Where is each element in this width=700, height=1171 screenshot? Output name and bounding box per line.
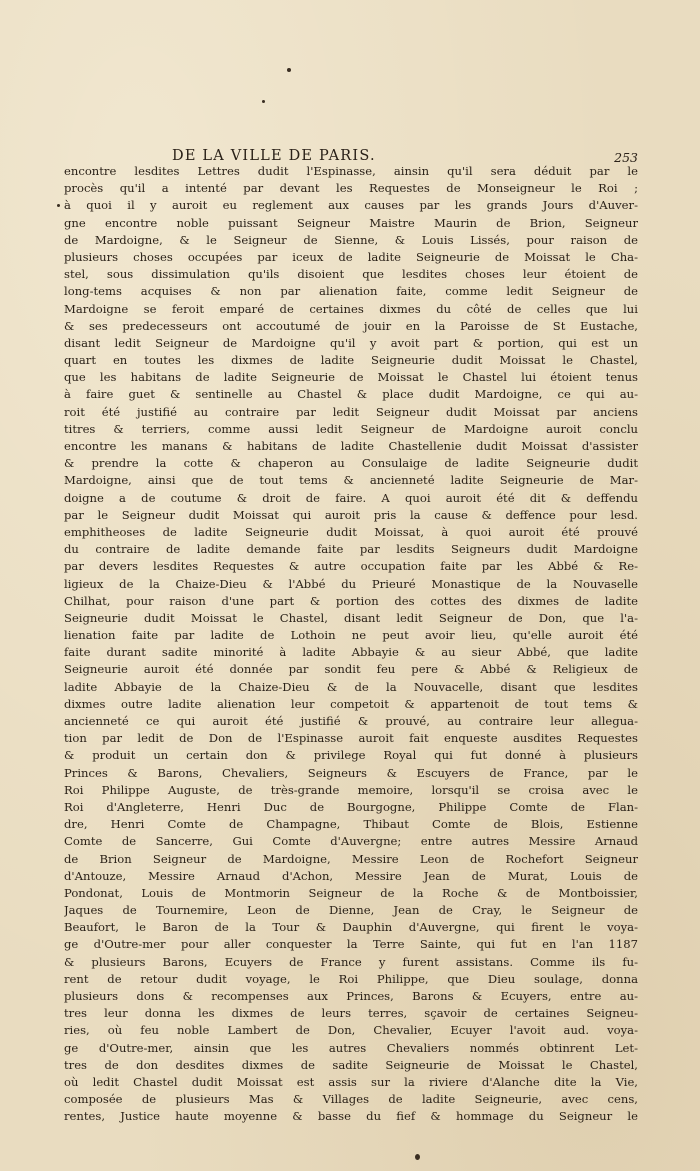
body-text <box>64 163 638 1126</box>
text-line: & ses predecesseurs ont accoutumé de jouir en la Paroisse de St Eustache, <box>64 318 638 333</box>
text-line: Jaques de Tournemire, Leon de Dienne, Jean de Cray, le Seigneur de <box>64 903 638 918</box>
text-line: rent de retour dudit voyage, le Roi Philippe, que Dieu soulage, donna <box>64 971 638 986</box>
text-line: du contraire de ladite demande faite par lesdits Seigneurs dudit Mardoigne <box>64 542 638 557</box>
text-line: tion par ledit de Don de l'Espinasse auroit fait enqueste ausdites Requestes <box>64 731 638 746</box>
text-line: de Mardoigne, & le Seigneur de Sienne, & Louis Lissés, pour raison de <box>64 232 638 247</box>
ink-speck <box>57 204 60 207</box>
text-line: & prendre la cotte & chaperon au Consulaige de ladite Seigneurie dudit <box>64 456 638 471</box>
text-line: à quoi il y auroit eu reglement aux causes par les grands Jours d'Auver- <box>64 198 638 213</box>
text-line: que les habitans de ladite Seigneurie de Moissat le Chastel lui étoient tenus <box>64 370 638 385</box>
text-line: Roi Philippe Auguste, de très-grande memoire, lorsqu'il se croisa avec le <box>64 782 638 797</box>
text-line: disant ledit Seigneur de Mardoigne qu'il y avoit part & portion, qui est un <box>64 335 638 350</box>
ink-speck <box>415 1154 420 1160</box>
text-line: tres leur donna les dixmes de leurs terres, sçavoir de certaines Seigneu- <box>64 1006 638 1021</box>
text-line: ligieux de la Chaize-Dieu & l'Abbé du Prieuré Monastique de la Nouvaselle <box>64 576 638 591</box>
text-line: tres de don desdites dixmes de sadite Seigneurie de Moissat le Chastel, <box>64 1057 638 1072</box>
text-line: long-tems acquises & non par alienation faite, comme ledit Seigneur de <box>64 284 638 299</box>
text-line: où ledit Chastel dudit Moissat est assis sur la riviere d'Alanche dite la Vie, <box>64 1074 638 1089</box>
text-line: ge d'Outre-mer, ainsin que les autres Chevaliers nommés obtinrent Let- <box>64 1040 638 1055</box>
text-line: composée de plusieurs Mas & Villages de ladite Seigneurie, avec cens, <box>64 1092 638 1107</box>
text-line: Roi d'Angleterre, Henri Duc de Bourgogne, Philippe Comte de Flan- <box>64 799 638 814</box>
text-line: lienation faite par ladite de Lothoin ne peut avoir lieu, qu'elle auroit été <box>64 628 638 643</box>
text-line: de Brion Seigneur de Mardoigne, Messire Leon de Rochefort Seigneur <box>64 851 638 866</box>
text-line: à faire guet & sentinelle au Chastel & place dudit Mardoigne, ce qui au- <box>64 387 638 402</box>
text-line: ries, où feu noble Lambert de Don, Chevalier, Ecuyer l'avoit aud. voya- <box>64 1023 638 1038</box>
text-line: Seigneurie dudit Moissat le Chastel, disant ledit Seigneur de Don, que l'a- <box>64 610 638 625</box>
text-line: titres & terriers, comme aussi ledit Seigneur de Mardoigne auroit conclu <box>64 421 638 436</box>
text-line: par devers lesdites Requestes & autre occupation faite par les Abbé & Re- <box>64 559 638 574</box>
text-line: Chilhat, pour raison d'une part & portion des cottes des dixmes de ladite <box>64 593 638 608</box>
text-line: plusieurs choses occupées par iceux de ladite Seigneurie de Moissat le Cha- <box>64 249 638 264</box>
text-line: & produit un certain don & privilege Royal qui fut donné à plusieurs <box>64 748 638 763</box>
text-line: ladite Abbayie de la Chaize-Dieu & de la Nouvacelle, disant que lesdites <box>64 679 638 694</box>
text-line: Seigneurie auroit été donnée par sondit feu pere & Abbé & Religieux de <box>64 662 638 677</box>
text-line: d'Antouze, Messire Arnaud d'Achon, Messire Jean de Murat, Louis de <box>64 868 638 883</box>
text-line: procès qu'il a intenté par devant les Requestes de Monseigneur le Roi ; <box>64 181 638 196</box>
ink-speck <box>262 100 265 103</box>
text-line: par le Seigneur dudit Moissat qui auroit pris la cause & deffence pour lesd. <box>64 507 638 522</box>
text-line: dixmes outre ladite alienation leur competoit & appartenoit de tout tems & <box>64 696 638 711</box>
text-line: faite durant sadite minorité à ladite Abbayie & au sieur Abbé, que ladite <box>64 645 638 660</box>
text-line: Pondonat, Louis de Montmorin Seigneur de la Roche & de Montboissier, <box>64 885 638 900</box>
text-line: encontre les manans & habitans de ladite Chastellenie dudit Moissat d'assister <box>64 439 638 453</box>
text-line: dre, Henri Comte de Champagne, Thibaut Comte de Blois, Estienne <box>64 817 638 832</box>
text-line: stel, sous dissimulation qu'ils disoient que lesdites choses leur étoient de <box>64 267 638 282</box>
text-line: rentes, Justice haute moyenne & basse du fief & hommage du Seigneur le <box>64 1109 638 1124</box>
text-line: Mardoigne se feroit emparé de certaines dixmes du côté de celles que lui <box>64 301 638 316</box>
running-title: DE LA VILLE DE PARIS. <box>172 148 376 164</box>
text-line: emphitheoses de ladite Seigneurie dudit Moissat, à quoi auroit été prouvé <box>64 524 638 539</box>
text-line: encontre lesdites Lettres dudit l'Espinasse, ainsin qu'il sera déduit par le <box>64 164 638 178</box>
text-line: quart en toutes les dixmes de ladite Seigneurie dudit Moissat le Chastel, <box>64 353 638 368</box>
text-line: Princes & Barons, Chevaliers, Seigneurs & Escuyers de France, par le <box>64 765 638 780</box>
text-line: Beaufort, le Baron de la Tour & Dauphin d'Auvergne, qui firent le voya- <box>64 920 638 935</box>
text-line: Mardoigne, ainsi que de tout tems & ancienneté ladite Seigneurie de Mar- <box>64 473 638 488</box>
text-line: plusieurs dons & recompenses aux Princes, Barons & Ecuyers, entre au- <box>64 989 638 1003</box>
ink-speck <box>287 68 291 72</box>
text-line: ancienneté ce qui auroit été justifié & prouvé, au contraire leur allegua- <box>64 714 638 728</box>
text-line: & plusieurs Barons, Ecuyers de France y furent assistans. Comme ils fu- <box>64 954 638 969</box>
page-number: 253 <box>614 150 638 165</box>
text-line: gne encontre noble puissant Seigneur Maistre Maurin de Brion, Seigneur <box>64 215 638 230</box>
text-line: roit été justifié au contraire par ledit Seigneur dudit Moissat par anciens <box>64 404 638 419</box>
text-line: Comte de Sancerre, Gui Comte d'Auvergne; entre autres Messire Arnaud <box>64 834 638 849</box>
text-line: ge d'Outre-mer pour aller conquester la Terre Sainte, qui fut en l'an 1187 <box>64 937 638 952</box>
text-line: doigne a de coutume & droit de faire. A quoi auroit été dit & deffendu <box>64 490 638 505</box>
